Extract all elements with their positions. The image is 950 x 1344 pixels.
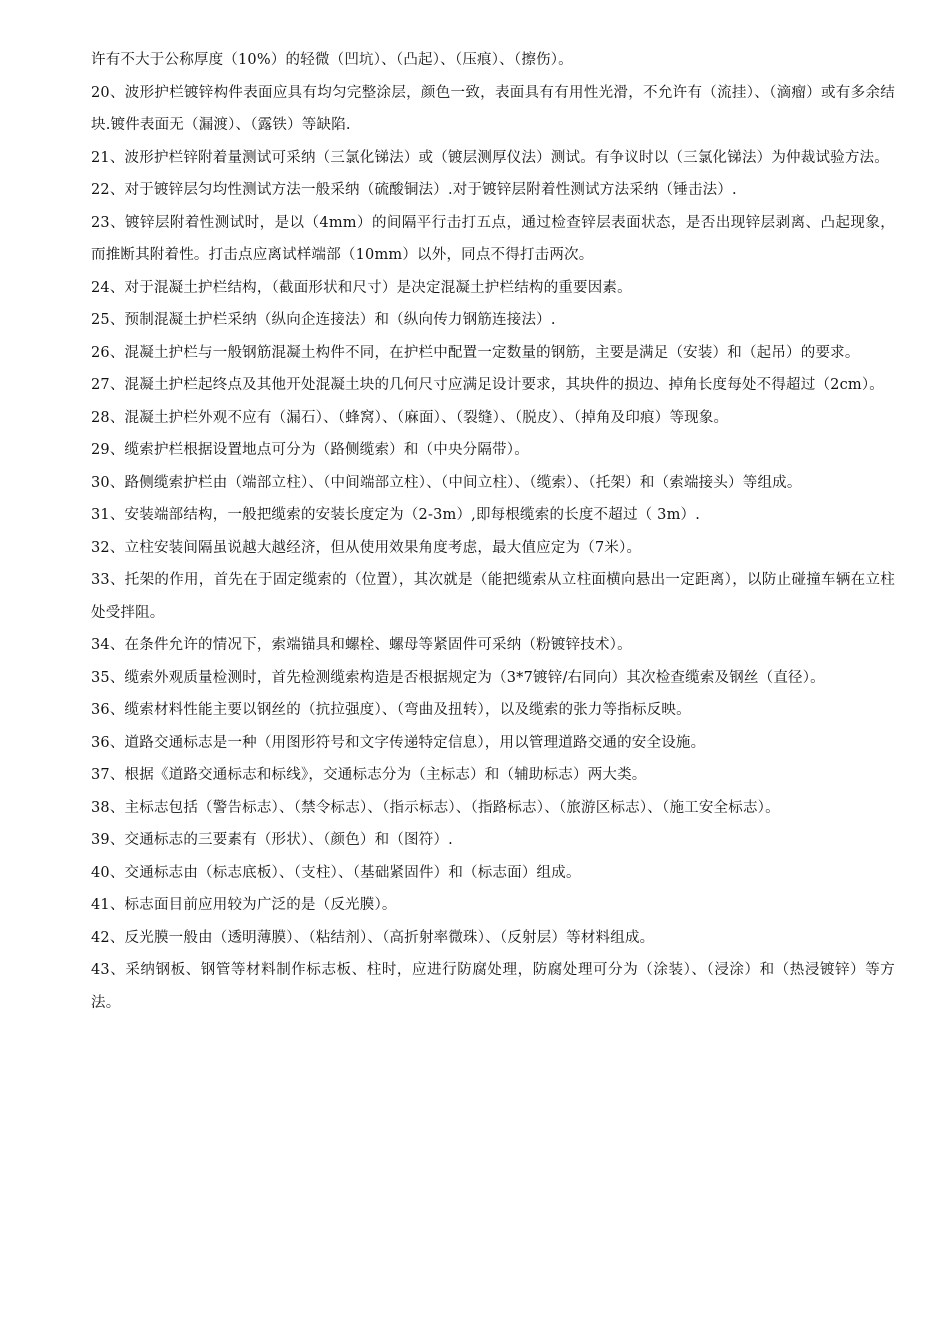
paragraph: 32、立柱安装间隔虽说越大越经济，但从使用效果角度考虑，最大值应定为（7米）。 xyxy=(91,539,642,556)
paragraph: 27、混凝土护栏起终点及其他开处混凝土块的几何尺寸应满足设计要求，其块件的损边、掉角长度每处不得超过（2cm）。 xyxy=(91,377,884,393)
paragraph: 37、根据《道路交通标志和标线》，交通标志分为（主标志）和（辅助标志）两大类。 xyxy=(91,767,647,783)
paragraph: 41、标志面目前应用较为广泛的是（反光膜）。 xyxy=(91,897,397,913)
paragraph: 39、交通标志的三要素有（形状）、（颜色）和（图符）. xyxy=(91,832,453,848)
paragraph: 38、主标志包括（警告标志）、（禁令标志）、（指示标志）、（指路标志）、（旅游区标志）、（施工安全标志）。 xyxy=(91,799,780,816)
paragraph: 20、波形护栏镀锌构件表面应具有均匀完整涂层，颜色一致，表面具有有用性光滑，不允许有（流挂）、（滴瘤）或有多余结块.镀件表面无（漏渡）、（露铁）等缺陷. xyxy=(91,84,895,133)
paragraph: 33、托架的作用，首先在于固定缆索的（位置），其次就是（能把缆索从立柱面横向悬出一定距离），以防止碰撞车辆在立柱处受拌阻。 xyxy=(91,572,895,621)
paragraph: 31、安装端部结构，一般把缆索的安装长度定为（2-3m）,即每根缆索的长度不超过（ 3m）. xyxy=(91,507,701,523)
paragraph: 43、采纳钢板、钢管等材料制作标志板、柱时，应进行防腐处理，防腐处理可分为（涂装）、（浸涂）和（热浸镀锌）等方法。 xyxy=(91,962,895,1011)
paragraph: 30、路侧缆索护栏由（端部立柱）、（中间端部立柱）、（中间立柱）、（缆索）、（托架）和（索端接头）等组成。 xyxy=(91,474,802,491)
paragraph: 42、反光膜一般由（透明薄膜）、（粘结剂）、（高折射率微珠）、（反射层）等材料组成。 xyxy=(91,929,655,946)
paragraph: 许有不大于公称厚度（10%）的轻微（凹坑）、（凸起）、（压痕）、（擦伤）。 xyxy=(91,52,573,68)
paragraph: 21、波形护栏锌附着量测试可采纳（三氯化锑法）或（镀层测厚仪法）测试。有争议时以（三氯化锑法）为仲裁试验方法。 xyxy=(91,149,889,166)
paragraph: 35、缆索外观质量检测时，首先检测缆索构造是否根据规定为（3*7镀锌/右同向）其次检查缆索及钢丝（直径）。 xyxy=(91,669,825,686)
paragraph: 25、预制混凝土护栏采纳（纵向企连接法）和（纵向传力钢筋连接法）. xyxy=(91,312,556,328)
paragraph: 24、对于混凝土护栏结构，（截面形状和尺寸）是决定混凝土护栏结构的重要因素。 xyxy=(91,279,632,296)
paragraph: 34、在条件允许的情况下，索端锚具和螺栓、螺母等紧固件可采纳（粉镀锌技术）。 xyxy=(91,637,632,653)
paragraph: 36、缆索材料性能主要以钢丝的（抗拉强度）、（弯曲及扭转），以及缆索的张力等指标反映。 xyxy=(91,702,691,718)
paragraph: 40、交通标志由（标志底板）、（支柱）、（基础紧固件）和（标志面）组成。 xyxy=(91,864,581,881)
paragraph: 29、缆索护栏根据设置地点可分为（路侧缆索）和（中央分隔带）。 xyxy=(91,442,529,458)
paragraph: 26、混凝土护栏与一般钢筋混凝土构件不同，在护栏中配置一定数量的钢筋，主要是满足（安装）和（起吊）的要求。 xyxy=(91,344,860,361)
paragraph: 28、混凝土护栏外观不应有（漏石）、（蜂窝）、（麻面）、（裂缝）、（脱皮）、（掉角及印痕）等现象。 xyxy=(91,409,729,426)
paragraph: 22、对于镀锌层匀均性测试方法一般采纳（硫酸铜法）.对于镀锌层附着性测试方法采纳（锤击法）. xyxy=(91,182,737,198)
paragraph: 23、镀锌层附着性测试时，是以（4mm）的间隔平行击打五点，通过检查锌层表面状态，是否出现锌层剥离、凸起现象，而推断其附着性。打击点应离试样端部（10mm）以外，同点不得打击两次。 xyxy=(91,214,895,263)
paragraph: 36、道路交通标志是一种（用图形符号和文字传递特定信息），用以管理道路交通的安全设施。 xyxy=(91,734,706,751)
document-body xyxy=(91,44,895,1019)
